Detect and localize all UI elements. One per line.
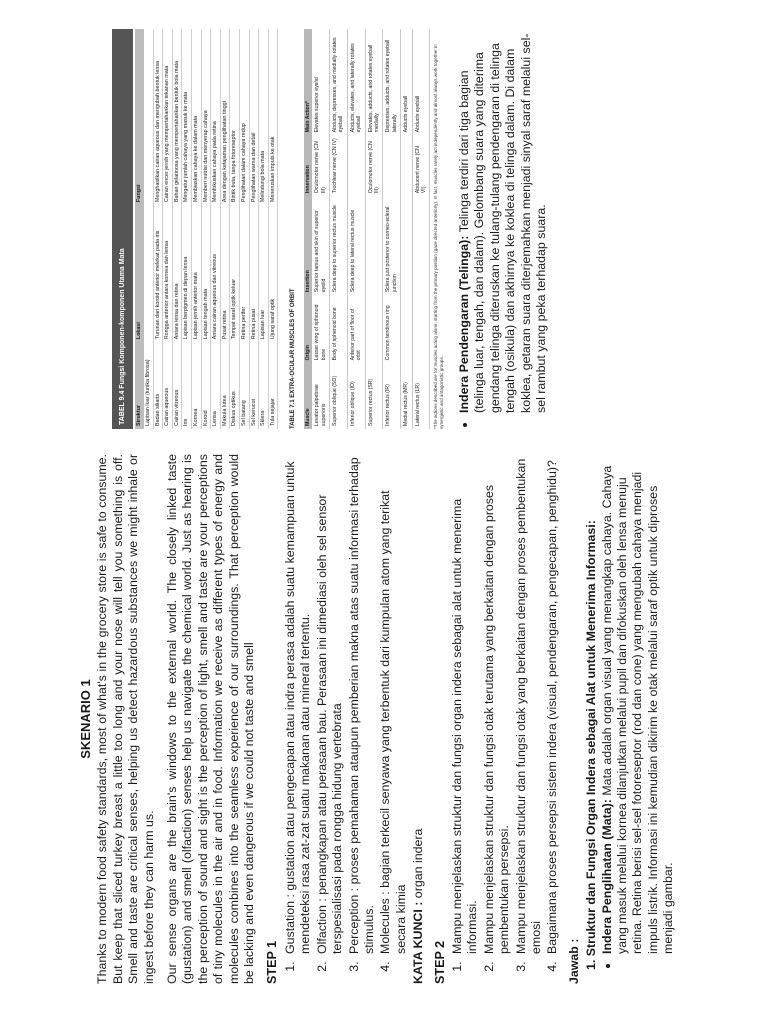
- table-cell: Membiaskan cahaya ke dalam mata: [191, 29, 201, 205]
- keyword-label: KATA KUNCI :: [411, 901, 426, 984]
- table-row: [259, 29, 269, 429]
- table1-header: Lokasi: [135, 205, 144, 342]
- table-cell: [401, 196, 412, 295]
- table-cell: Lesser wing of sphenoid bone: [312, 295, 329, 363]
- step1-item: 2. Olfaction : penangkapan atau perasaan bau. Perasaan ini dimediasi oleh sel sensor terspesialisasi pada rongga hidung vertebrata: [315, 454, 346, 958]
- table-row: [220, 29, 230, 429]
- table-cell: Memberi nutrisi dan menyerap cahaya: [201, 29, 211, 205]
- step1-list: [283, 454, 409, 984]
- step1-item: 4. Molecules : bagian terkecil senyawa yang terbentuk dari kumpulan atom yang terikat secara kimia: [378, 454, 409, 958]
- table-cell: Sel batang: [239, 342, 249, 429]
- table-cell: Elevates superior eyelid: [312, 29, 329, 135]
- table-cell: Inferior oblique (IO): [347, 363, 365, 429]
- step1-item: 3. Perception : proses pemahaman ataupun pemberian makna atas suatu informasi terhadap stimulus.: [347, 454, 378, 958]
- table-row: [383, 29, 401, 429]
- table-cell: Abducts, elevates, and laterally rotates eyeball: [347, 29, 365, 135]
- table-cell: Lapisan luar (tunika fibrosa): [144, 342, 153, 429]
- table-cell: Lensa: [211, 342, 221, 429]
- table-row: [230, 29, 240, 429]
- table-row: [412, 29, 430, 429]
- table-cell: Koroid: [201, 342, 211, 429]
- bullet-hearing-body: Telinga terdiri dari tiga bagian (telinga luar, tengah, dan dalam). Gelombang suara yang diterima gendang telinga diteruskan ke tulang-tulang pendengaran di telinga tengah (osikula) dan akhirnya ke koklea di telinga dalam. Di dalam koklea, getaran suara diterjemahkan menjadi sinyal saraf melalui sel-sel rambut yang peka terhadap suara.: [457, 33, 549, 413]
- answer-label: Jawab :: [566, 938, 581, 984]
- table2-title: TABLE 7.1 EXTRA-OCULAR MUSCLES OF ORBIT: [290, 288, 297, 429]
- table-cell: Ujung saraf optik: [268, 205, 278, 342]
- table1-header: Fungsi: [135, 29, 144, 205]
- table-cell: Meneruskan impuls ke otak: [268, 29, 278, 205]
- table-row: [365, 29, 383, 429]
- extraocular-muscles-table: [304, 29, 431, 429]
- table-cell: Oculomotor nerve (CN III): [312, 135, 329, 196]
- table-row: [329, 29, 347, 429]
- table-cell: Trochlear nerve (CN IV): [329, 135, 347, 196]
- step1-heading: STEP 1: [265, 940, 280, 984]
- table-row: [239, 29, 249, 429]
- table-cell: Melindungi bola mata: [259, 29, 269, 205]
- table-cell: Diskus optikus: [230, 342, 240, 429]
- answer-bullets: [600, 454, 677, 970]
- table-cell: Medial rectus (MR): [401, 363, 412, 429]
- table2-header: Innervation: [304, 135, 312, 196]
- table-cell: [365, 295, 383, 363]
- table-cell: Cairan aqueous: [163, 342, 173, 429]
- table2-header: Muscle: [304, 363, 312, 429]
- bullet-vision-body: Mata adalah organ visual yang menangkap cahaya. Cahaya yang masuk melalui kornea dilanjutkan melalui pupil dan difokuskan oleh lensa menuju retina. Retina berisi sel-sel fotoreseptor (rod dan cone) yang mengubah cahaya menjadi impuls listrik. Informasi ini kemudian dikirim ke otak melalui saraf optik untuk diproses menjadi gambar.: [599, 465, 676, 954]
- scenario-paragraph-1: Thanks to modern food safety standards, most of what's in the grocery store is safe to consume. But keep that sliced turkey breast a little too long and your nose will tell you something is off. Smell and taste are critical senses, helping us detect hazardous substances we might inhale or ingest before they can harm us.: [95, 454, 156, 984]
- table-cell: Sklera: [259, 342, 269, 429]
- table-cell: Depresses, adducts, and rotates eyeball laterally: [383, 29, 401, 135]
- table-row: [401, 29, 412, 429]
- table2-body: [312, 29, 430, 429]
- table-cell: Abducts, depresses, and medially rotates eyeball: [329, 29, 347, 135]
- scenario-paragraph-2: Our sense organs are the brain's windows to the external world. The closely linked taste (gustation) and smell (olfaction) senses help us navigate the chemical world. Just as hearing is the perception of sound and sight is the perception of light, smell and taste are your perceptions of tiny molecules in the air and in food. Information we receive as different types of energy and molecules combines into the seamless experience of our surroundings. That perception would be lacking and even dangerous if we could not taste and smell: [165, 454, 257, 984]
- table-cell: Makula lutea: [220, 342, 230, 429]
- table-row: [144, 29, 153, 429]
- table-cell: Common tendinous ring: [383, 295, 401, 363]
- step2-item: 4. Bagaimana proses persepsi sistem indera (visual, pendengaran, pengecapan, penghidu)?: [545, 454, 560, 958]
- table-cell: [347, 135, 365, 196]
- table-cell: [401, 295, 412, 363]
- table2-header-row: [304, 29, 312, 429]
- table-cell: Abducts eyeball: [412, 29, 430, 135]
- table-cell: Superior oblique (SO): [329, 363, 347, 429]
- table1-header: Struktur: [135, 342, 144, 429]
- table-cell: Cairan vitreous: [172, 342, 182, 429]
- table-cell: Lapisan jernih anterior mata: [191, 205, 201, 342]
- table-cell: Memfokuskan cahaya pada retina: [211, 29, 221, 205]
- table-row: [201, 29, 211, 429]
- table-cell: [401, 135, 412, 196]
- table-cell: Antara cairan aqueous dan vitreous: [211, 205, 221, 342]
- table2-header: Main Action*: [304, 29, 312, 135]
- keyword-value: organ indera: [411, 828, 426, 899]
- table-cell: Pusat retina: [220, 205, 230, 342]
- table-cell: Iris: [182, 342, 192, 429]
- table-row: [347, 29, 365, 429]
- table-cell: Superior tarsus and skin of superior eyelid: [312, 196, 329, 295]
- table-cell: Turunan dari koroid anterior melekat pada iris: [153, 205, 163, 342]
- table-cell: Levator palpebrae superioris: [312, 363, 329, 429]
- table1-title: TABEL 9.4 Fungsi Komponen-komponen Utama Mata: [112, 29, 133, 429]
- table-cell: Bahan gelatinosa yang mempertahankan bentuk bola mata: [172, 29, 182, 205]
- main-text-column: [78, 454, 677, 984]
- table-cell: Penglihatan dalam cahaya redup: [239, 29, 249, 205]
- step2-item: 1. Mampu menjelaskan struktur dan fungsi organ indera sebagai alat untuk menerima informasi.: [450, 454, 481, 958]
- answer-section-heading: 1. Struktur dan Fungsi Organ Indera sebagai Alat untuk Menerima Informasi:: [584, 520, 599, 970]
- table-row: [191, 29, 201, 429]
- step2-heading: STEP 2: [432, 940, 447, 984]
- table-cell: Sel kerucut: [249, 342, 259, 429]
- step1-item: 1. Gustation : gustation atau pengecapan atau indra perasa adalah suatu kemampuan untuk mendeteksi rasa zat-zat suatu makanan atau mineral tertentu.: [283, 454, 314, 958]
- table-cell: Badan siliaris: [153, 342, 163, 429]
- table-row: [268, 29, 278, 429]
- table-cell: Elevates, adducts, and rotates eyeball medially: [365, 29, 383, 135]
- table-row: [172, 29, 182, 429]
- table-cell: Cairan encer jernih yang mempertahankan tekanan mata: [163, 29, 173, 205]
- step2-list: [450, 454, 561, 984]
- table-cell: Anterior part of floor of orbit: [347, 295, 365, 363]
- table2-header: Insertion: [304, 196, 312, 295]
- answer-bullet-vision: [600, 454, 677, 954]
- table-cell: Abducent nerve (CN VI): [412, 135, 430, 196]
- table2-footnote: *The actions described are for muscles acting alone, starting from the primary position (gaze directed anteriorly). In fact, muscles rarely act independently and almost always work together in synergistic and antagonistic groups.: [433, 44, 445, 429]
- step2-item: 2. Mampu menjelaskan struktur dan fungsi otak terutama yang berkaitan dengan proses pembentukan persepsi.: [482, 454, 513, 958]
- table-cell: Bintik buta, tanpa fotoreseptor: [230, 29, 240, 205]
- table-cell: [144, 29, 153, 205]
- table-cell: Retina pusat: [249, 205, 259, 342]
- table-cell: Lapisan luar: [259, 205, 269, 342]
- table-cell: [144, 205, 153, 342]
- keyword-line: [411, 454, 426, 984]
- table-cell: Menghasilkan cairan aqueous dan mengubah bentuk lensa: [153, 29, 163, 205]
- table-row: [163, 29, 173, 429]
- table-cell: Lateral rectus (LR): [412, 363, 430, 429]
- table-cell: Inferior rectus (IR): [383, 363, 401, 429]
- scenario-title: SKENARIO 1: [78, 679, 93, 759]
- answer-bullets-continued: [457, 29, 549, 429]
- table-cell: Sclera just posterior to corneo-scleral junction: [383, 196, 401, 295]
- table-cell: Retina perifer: [239, 205, 249, 342]
- table1-header-row: [135, 29, 144, 429]
- table-cell: Area dengan ketajaman penglihatan tinggi: [220, 29, 230, 205]
- table-column: [112, 29, 562, 429]
- table-row: [211, 29, 221, 429]
- bullet-vision-heading: Indera Penglihatan (Mata):: [599, 799, 614, 954]
- step2-item: 3. Mampu menjelaskan struktur dan fungsi otak yang berkaitan dengan proses pembentukan emosi: [514, 454, 545, 958]
- table-cell: Adducts eyeball: [401, 29, 412, 135]
- table-cell: Lapisan tengah mata: [201, 205, 211, 342]
- table-cell: Penglihatan warna dan detail: [249, 29, 259, 205]
- table-cell: Sclera deep to superior rectus muscle: [329, 196, 347, 295]
- table-row: [249, 29, 259, 429]
- table-cell: Antara lensa dan retina: [172, 205, 182, 342]
- table-cell: Oculomotor nerve (CN III): [365, 135, 383, 196]
- table-row: [153, 29, 163, 429]
- eye-components-table: [135, 29, 278, 429]
- table-cell: [412, 196, 430, 295]
- table-cell: [365, 196, 383, 295]
- table-cell: [383, 135, 401, 196]
- table-cell: [412, 295, 430, 363]
- answer-bullet-hearing: [457, 29, 549, 413]
- table-row: [182, 29, 192, 429]
- table-row: [312, 29, 329, 429]
- table-cell: Superior rectus (SR): [365, 363, 383, 429]
- table-cell: Mengatur jumlah cahaya yang masuk ke mata: [182, 29, 192, 205]
- table-cell: Sclera deep to lateral rectus muscle: [347, 196, 365, 295]
- table1-body: [144, 29, 278, 429]
- table-cell: Kornea: [191, 342, 201, 429]
- table-cell: Rongga anterior antara kornea dan lensa: [163, 205, 173, 342]
- table-cell: Tula sejajar: [268, 342, 278, 429]
- table2-header: Origin: [304, 295, 312, 363]
- table-cell: Lapisan berpigmen di depan lensa: [182, 205, 192, 342]
- table-cell: Tempat saraf optik keluar: [230, 205, 240, 342]
- table-cell: Body of sphenoid bone: [329, 295, 347, 363]
- bullet-hearing-heading: Indera Pendengaran (Telinga):: [457, 235, 471, 413]
